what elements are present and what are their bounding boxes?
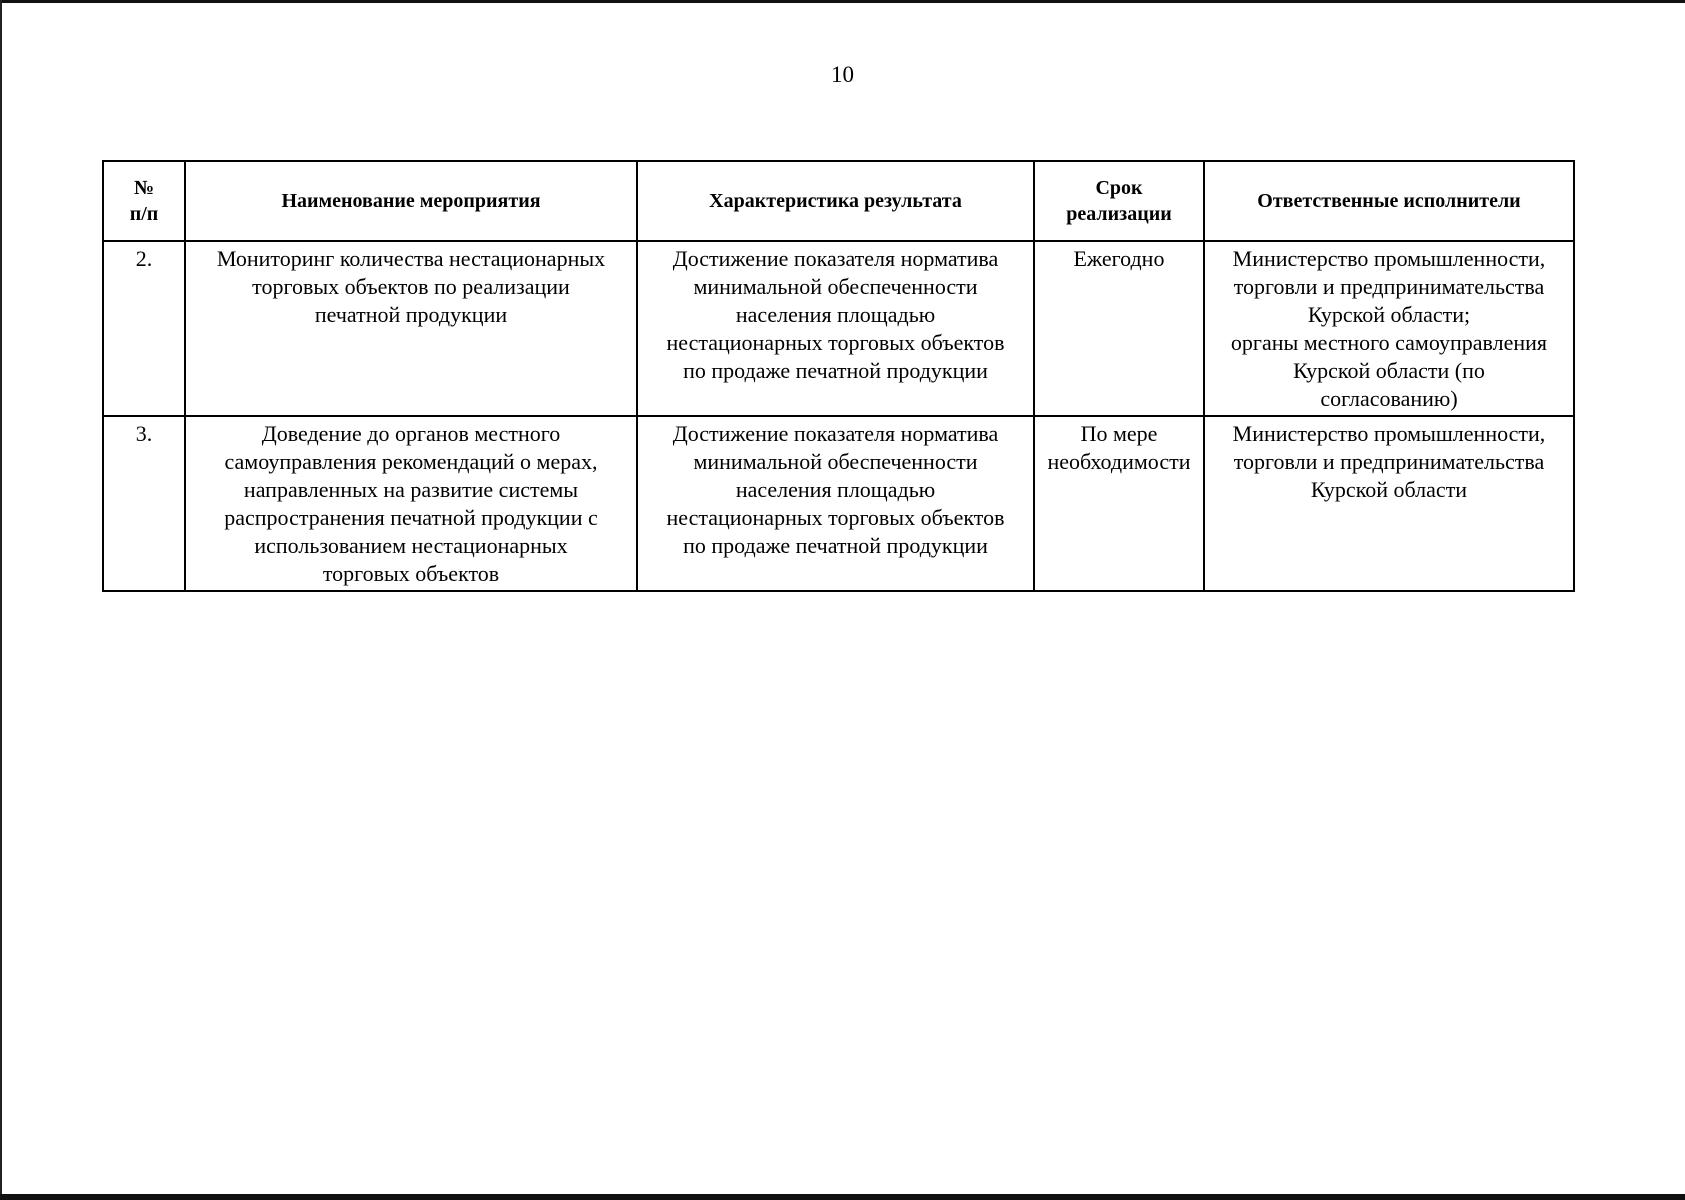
executors-line: Курской области [1310,477,1468,502]
scan-edge-bottom [0,1194,1685,1200]
result-line: населения площадью [735,302,936,327]
header-result: Характеристика результата [637,161,1034,241]
header-term-line: реализации [1066,203,1172,225]
result-line: нестационарных торговых объектов [666,330,1005,355]
table-header-row [103,161,1574,241]
result-cell [637,241,1034,416]
row-number: 2. [103,241,185,416]
result-line: нестационарных торговых объектов [666,505,1005,530]
executors-cell [1204,416,1574,591]
measure-name-line: Доведение до органов местного [261,421,561,446]
measure-name-line: направленных на развитие системы [243,477,579,502]
result-line: минимальной обеспеченности [693,274,978,299]
term-line: По мере [1080,421,1158,446]
page-number: 10 [831,62,854,87]
result-line: по продаже печатной продукции [683,533,988,558]
measure-name-cell [185,241,637,416]
header-term-line: Срок [1095,177,1143,199]
executors-line: торговли и предпринимательства [1233,449,1545,474]
row-number: 3. [103,416,185,591]
measure-name-line: печатной продукции [314,302,508,327]
result-line: по продаже печатной продукции [683,358,988,383]
executors-line: органы местного самоуправления [1230,330,1548,355]
measures-table [102,160,1575,592]
term-cell [1034,241,1204,416]
executors-line: согласованию) [1320,386,1458,411]
scan-edge-left [0,0,2,1200]
term-cell [1034,416,1204,591]
measure-name-line: самоуправления рекомендаций о мерах, [224,449,598,474]
header-executors: Ответственные исполнители [1204,161,1574,241]
term-line: Ежегодно [1073,246,1165,271]
table-row [103,241,1574,416]
measure-name-cell [185,416,637,591]
measure-name-line: распространения печатной продукции с [224,505,598,530]
header-num [103,161,185,241]
measure-name-line: торговых объектов по реализации [252,274,570,299]
table-row [103,416,1574,591]
executors-line: Курской области (по [1293,358,1485,383]
term-line: необходимости [1047,449,1191,474]
result-cell [637,416,1034,591]
scan-edge-top [0,0,1685,3]
header-num-line: № [133,177,155,199]
executors-line: Министерство промышленности, [1232,421,1546,446]
measure-name-line: торговых объектов [322,561,500,586]
header-name: Наименование мероприятия [185,161,637,241]
result-line: населения площадью [735,477,936,502]
executors-line: Министерство промышленности, [1232,246,1546,271]
executors-line: торговли и предпринимательства [1233,274,1545,299]
measure-name-line: Мониторинг количества нестационарных [216,246,606,271]
executors-cell [1204,241,1574,416]
executors-line: Курской области; [1307,302,1471,327]
result-line: Достижение показателя норматива [672,246,999,271]
result-line: Достижение показателя норматива [672,421,999,446]
measure-name-line: использованием нестационарных [254,533,568,558]
header-num-line: п/п [129,203,159,225]
header-term [1034,161,1204,241]
result-line: минимальной обеспеченности [693,449,978,474]
